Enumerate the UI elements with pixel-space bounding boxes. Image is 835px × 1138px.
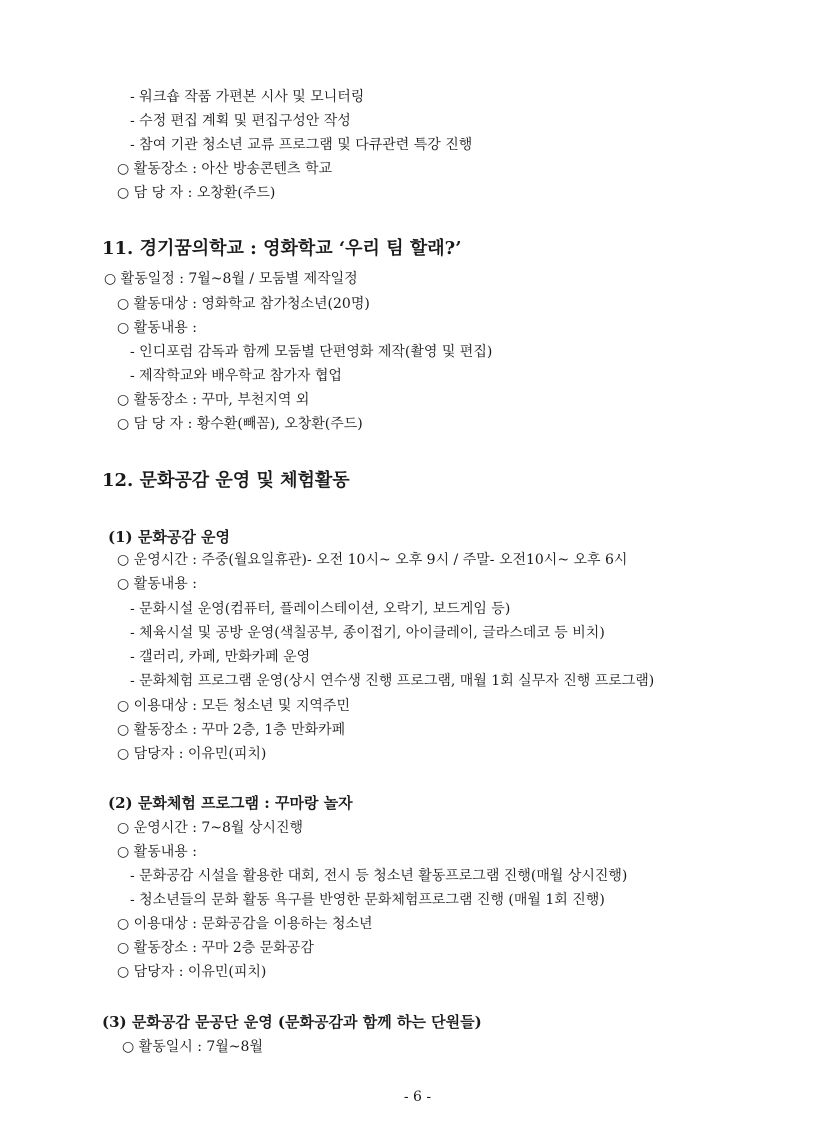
list-item: ○ 활동내용 : bbox=[117, 576, 197, 592]
list-item: ○ 활동내용 : bbox=[117, 844, 197, 860]
list-item: ○ 담당자 : 이유민(피치) bbox=[117, 746, 267, 762]
list-item: - 문화공감 시설을 활용한 대회, 전시 등 청소년 활동프로그램 진행(매월 상시진행) bbox=[130, 868, 628, 884]
list-item: ○ 담 당 자 : 황수환(빼꼼), 오창환(주드) bbox=[117, 416, 363, 432]
list-item: - 문화체험 프로그램 운영(상시 연수생 진행 프로그램, 매월 1회 실무자 진행 프로그램) bbox=[130, 673, 655, 689]
list-item: ○ 담 당 자 : 오창환(주드) bbox=[117, 185, 276, 201]
list-item: - 인디포럼 감독과 함께 모둠별 단편영화 제작(촬영 및 편집) bbox=[130, 344, 493, 360]
subsection-2-heading: (2) 문화체험 프로그램 : 꾸마랑 놀자 bbox=[108, 794, 353, 812]
list-item: - 문화시설 운영(컴퓨터, 플레이스테이션, 오락기, 보드게임 등) bbox=[130, 601, 511, 617]
list-item: ○ 운영시간 : 주중(월요일휴관)- 오전 10시~ 오후 9시 / 주말- 오전10시~ 오후 6시 bbox=[117, 552, 628, 568]
section-11-heading: 11. 경기꿈의학교 : 영화학교 ‘우리 팀 할래?’ bbox=[102, 238, 462, 259]
section-12-heading: 12. 문화공감 운영 및 체험활동 bbox=[102, 470, 350, 491]
list-item: ○ 활동일정 : 7월~8월 / 모둠별 제작일정 bbox=[104, 271, 358, 287]
subsection-1-heading: (1) 문화공감 운영 bbox=[108, 528, 231, 546]
list-item: - 체육시설 및 공방 운영(색칠공부, 종이접기, 아이클레이, 글라스데코 등 비치) bbox=[130, 625, 605, 641]
list-item: ○ 활동대상 : 영화학교 참가청소년(20명) bbox=[117, 296, 370, 312]
list-item: ○ 활동일시 : 7월~8월 bbox=[122, 1039, 263, 1055]
subsection-3-heading: (3) 문화공감 문공단 운영 (문화공감과 함께 하는 단원들) bbox=[102, 1013, 482, 1031]
list-item: ○ 운영시간 : 7~8월 상시진행 bbox=[117, 820, 303, 836]
list-item: ○ 담당자 : 이유민(피치) bbox=[117, 964, 267, 980]
list-item: ○ 활동장소 : 꾸마 2층, 1층 만화카페 bbox=[117, 722, 346, 738]
list-item: ○ 활동장소 : 아산 방송콘텐츠 학교 bbox=[117, 161, 332, 177]
list-item: ○ 활동장소 : 꾸마, 부천지역 외 bbox=[117, 392, 310, 408]
list-item: ○ 활동장소 : 꾸마 2층 문화공감 bbox=[117, 940, 314, 956]
page-number: - 6 - bbox=[403, 1089, 432, 1105]
list-item: - 제작학교와 배우학교 참가자 협업 bbox=[130, 368, 342, 384]
list-item: ○ 활동내용 : bbox=[117, 320, 197, 336]
list-item: ○ 이용대상 : 모든 청소년 및 지역주민 bbox=[117, 698, 350, 714]
list-item: - 참여 기관 청소년 교류 프로그램 및 다큐관련 특강 진행 bbox=[130, 137, 473, 153]
list-item: - 갤러리, 카페, 만화카페 운영 bbox=[130, 649, 311, 665]
list-item: - 워크숍 작품 가편본 시사 및 모니터링 bbox=[130, 89, 365, 105]
list-item: - 청소년들의 문화 활동 욕구를 반영한 문화체험프로그램 진행 (매월 1회 진행) bbox=[130, 892, 605, 908]
list-item: - 수정 편집 계획 및 편집구성안 작성 bbox=[130, 113, 351, 129]
list-item: ○ 이용대상 : 문화공감을 이용하는 청소년 bbox=[117, 916, 373, 932]
